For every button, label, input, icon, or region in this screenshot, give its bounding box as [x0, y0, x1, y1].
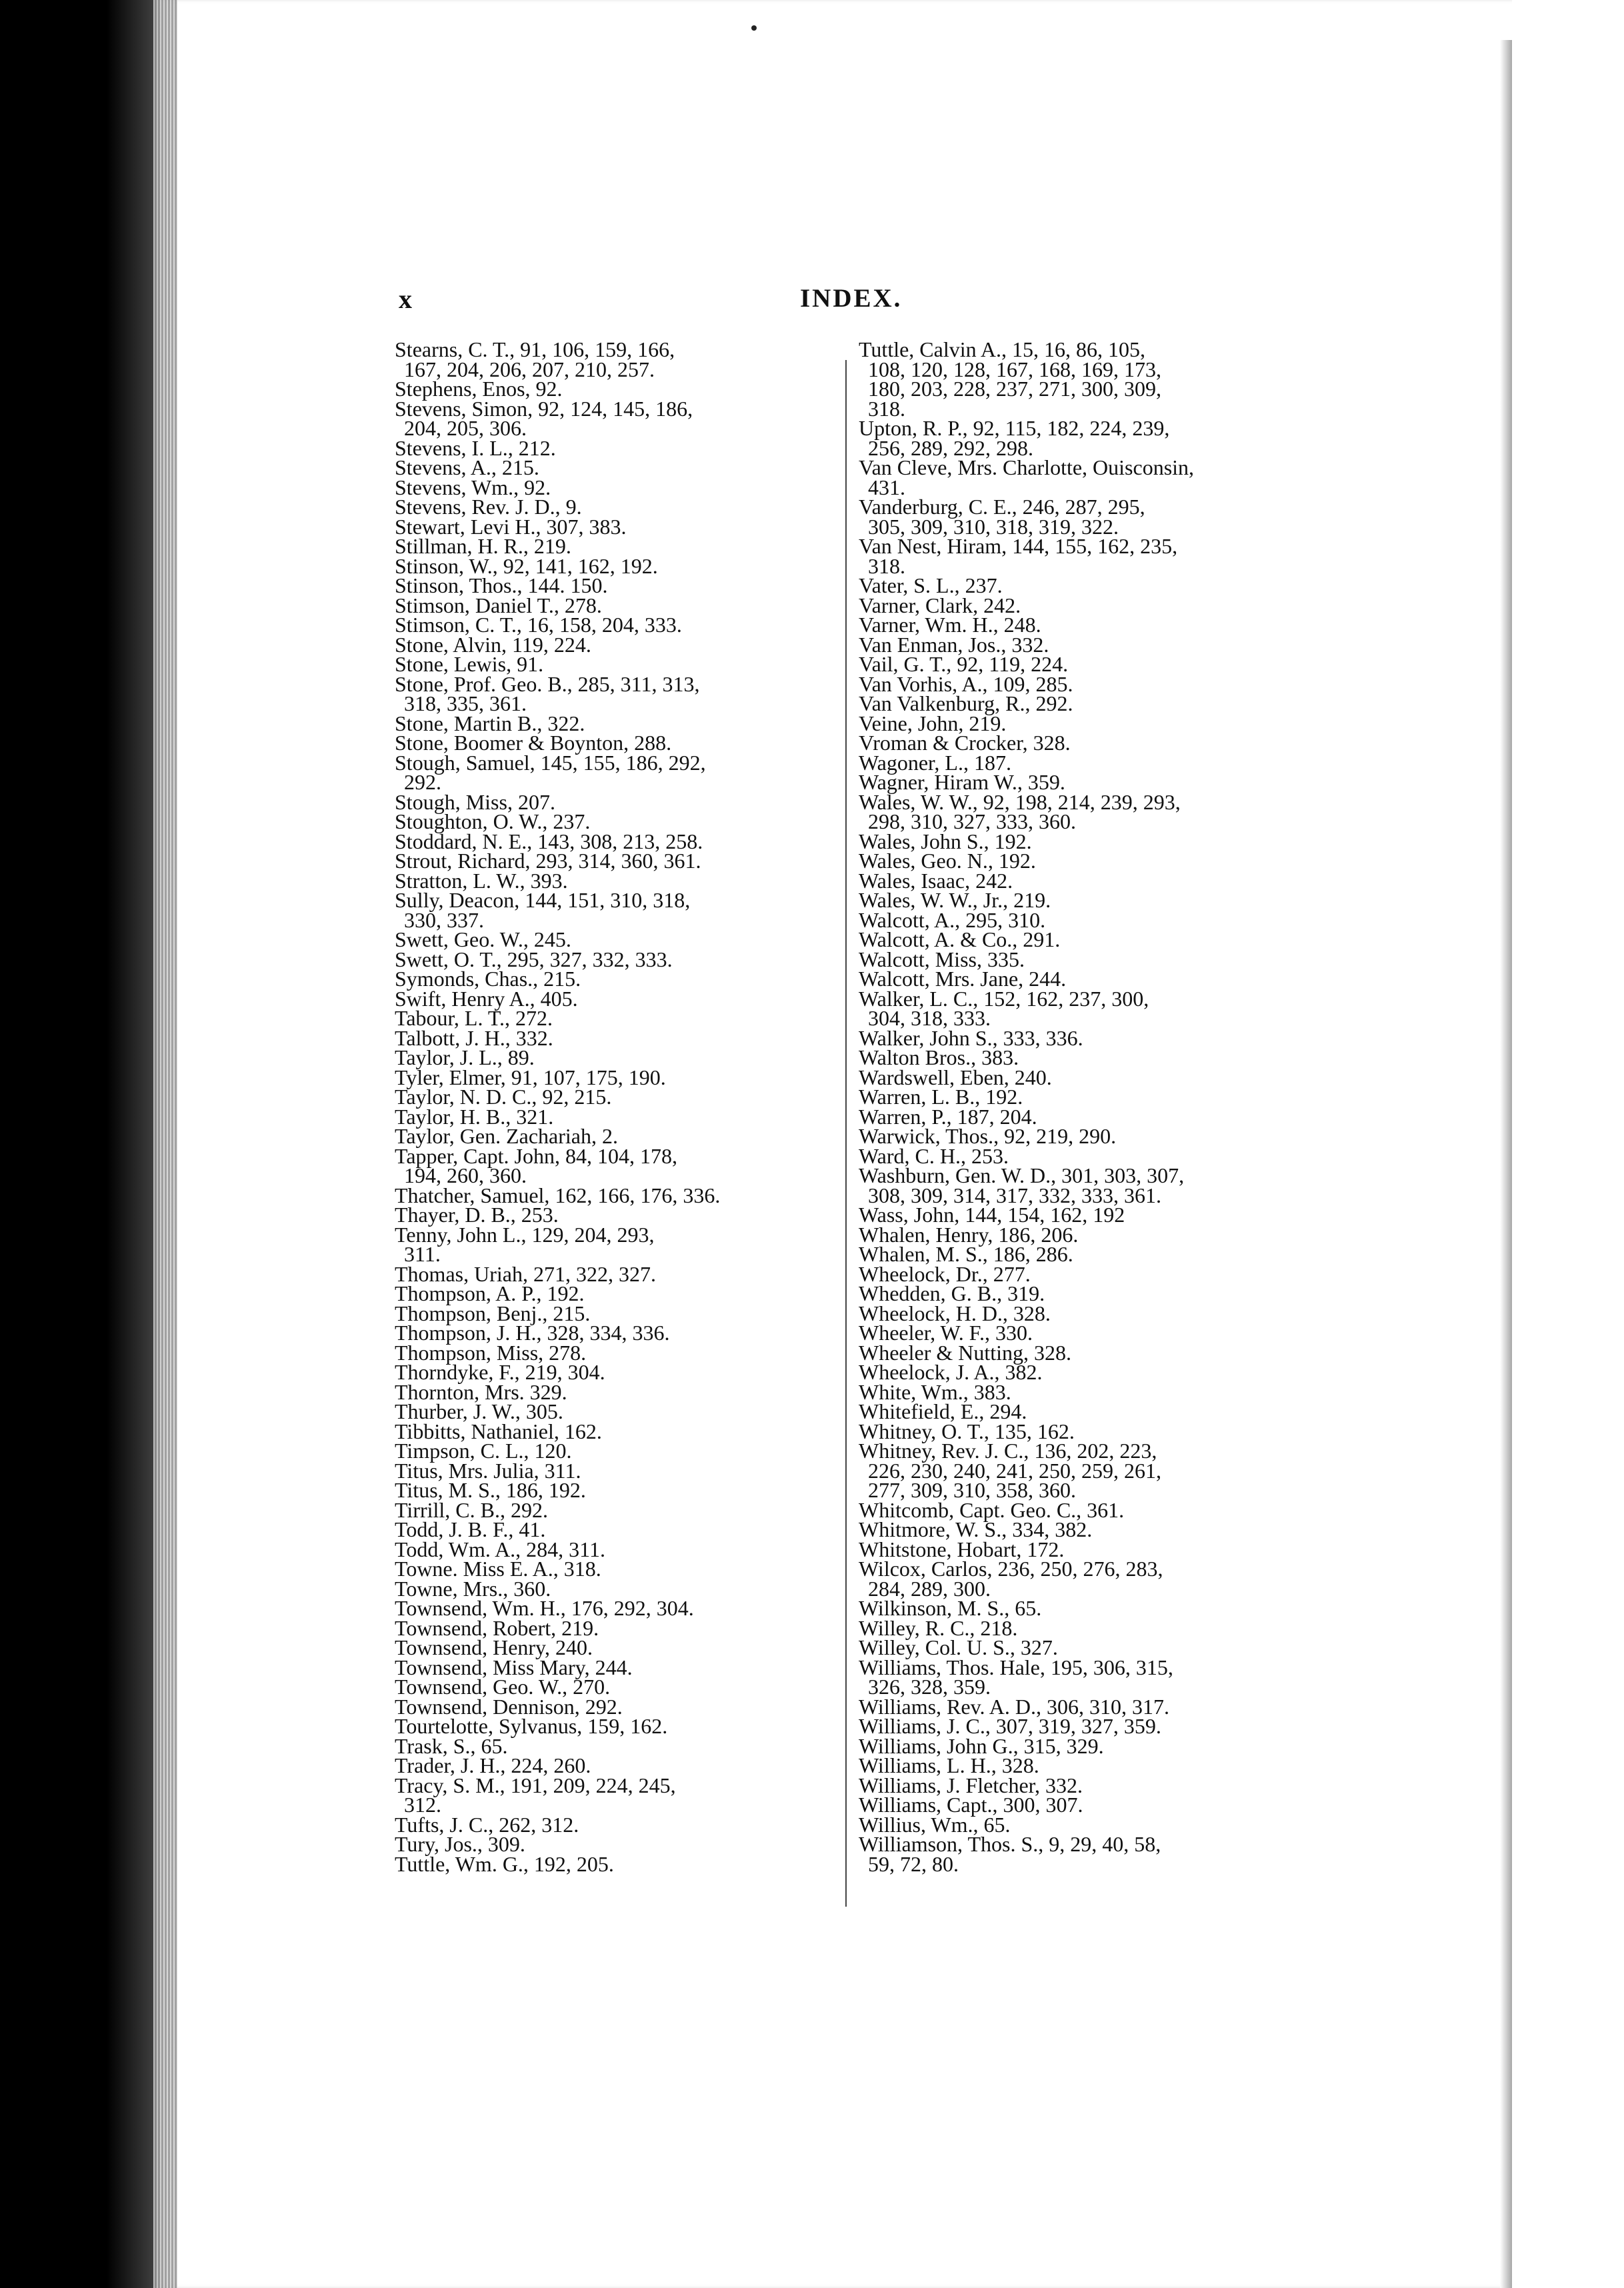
index-entry: Upton, R. P., 92, 115, 182, 224, 239, — [859, 416, 1170, 440]
index-column-left — [395, 337, 848, 1876]
index-entry: Walton Bros., 383. — [859, 1045, 1019, 1069]
index-entry: 305, 309, 310, 318, 319, 322. — [868, 514, 1119, 539]
index-entry: Townsend, Wm. H., 176, 292, 304. — [395, 1596, 694, 1620]
index-entry: 180, 203, 228, 237, 271, 300, 309, — [868, 377, 1161, 401]
index-entry: 330, 337. — [404, 907, 484, 932]
page-edges — [153, 0, 177, 2288]
column-divider — [845, 360, 847, 1907]
index-entry: Towne, Mrs., 360. — [395, 1576, 551, 1601]
index-entry: Tenny, John L., 129, 204, 293, — [395, 1222, 655, 1247]
index-entry: Thompson, Benj., 215. — [395, 1301, 591, 1325]
index-entry: Walcott, A., 295, 310. — [859, 907, 1046, 932]
index-entry: Sully, Deacon, 144, 151, 310, 318, — [395, 888, 691, 912]
index-entry: 292. — [404, 770, 441, 794]
index-entry: Stewart, Levi H., 307, 383. — [395, 514, 627, 539]
index-entry: Vroman & Crocker, 328. — [859, 731, 1071, 755]
index-entry: Willey, Col. U. S., 327. — [859, 1635, 1058, 1659]
index-entry: Walker, L. C., 152, 162, 237, 300, — [859, 986, 1149, 1011]
index-entry: Williams, J. C., 307, 319, 327, 359. — [859, 1714, 1161, 1738]
index-entry: Walcott, Miss, 335. — [859, 947, 1025, 971]
index-entry: Tyler, Elmer, 91, 107, 175, 190. — [395, 1065, 666, 1089]
index-entry: Van Nest, Hiram, 144, 155, 162, 235, — [859, 534, 1178, 558]
index-entry: Wardswell, Eben, 240. — [859, 1065, 1052, 1089]
index-entry: Walcott, A. & Co., 291. — [859, 927, 1061, 951]
speck — [751, 25, 757, 31]
index-entry: Willius, Wm., 65. — [859, 1812, 1011, 1837]
index-entry: Stone, Prof. Geo. B., 285, 311, 313, — [395, 671, 700, 696]
index-entry: Stevens, Simon, 92, 124, 145, 186, — [395, 396, 693, 421]
index-entry: Stone, Alvin, 119, 224. — [395, 632, 591, 657]
index-entry: Tibbitts, Nathaniel, 162. — [395, 1419, 602, 1443]
index-entry: Tirrill, C. B., 292. — [395, 1497, 548, 1522]
index-entry: Williams, Rev. A. D., 306, 310, 317. — [859, 1694, 1169, 1719]
index-entry: Wheelock, H. D., 328. — [859, 1301, 1051, 1325]
index-entry: Van Enman, Jos., 332. — [859, 632, 1049, 657]
index-entry: Stough, Miss, 207. — [395, 789, 555, 814]
index-entry: 431. — [868, 475, 905, 499]
index-entry: Townsend, Geo. W., 270. — [395, 1675, 611, 1699]
index-entry: Stinson, W., 92, 141, 162, 192. — [395, 553, 658, 578]
index-entry: Stinson, Thos., 144. 150. — [395, 573, 608, 597]
index-entry: Van Vorhis, A., 109, 285. — [859, 671, 1073, 696]
index-entry: Townsend, Dennison, 292. — [395, 1694, 623, 1719]
index-entry: Vater, S. L., 237. — [859, 573, 1003, 597]
index-entry: 204, 205, 306. — [404, 416, 527, 440]
page-title: INDEX. — [800, 284, 903, 313]
index-entry: Stone, Lewis, 91. — [395, 652, 544, 676]
index-entry: 311. — [404, 1242, 441, 1266]
index-entry: Van Cleve, Mrs. Charlotte, Ouisconsin, — [859, 455, 1195, 479]
index-entry: Whitney, Rev. J. C., 136, 202, 223, — [859, 1439, 1157, 1463]
index-entry: Thomas, Uriah, 271, 322, 327. — [395, 1261, 656, 1286]
index-entry: Williams, J. Fletcher, 332. — [859, 1773, 1083, 1797]
index-entry: Wheelock, J. A., 382. — [859, 1360, 1043, 1384]
index-column-right — [859, 337, 1312, 1876]
index-entry: Thompson, A. P., 192. — [395, 1281, 585, 1305]
index-entry: Wass, John, 144, 154, 162, 192 — [859, 1203, 1125, 1227]
index-entry: Warren, P., 187, 204. — [859, 1104, 1037, 1129]
index-entry: Taylor, H. B., 321. — [395, 1104, 554, 1129]
index-entry: Titus, M. S., 186, 192. — [395, 1478, 586, 1502]
index-entry: Todd, J. B. F., 41. — [395, 1517, 546, 1541]
index-entry: Whitney, O. T., 135, 162. — [859, 1419, 1075, 1443]
index-entry: 304, 318, 333. — [868, 1006, 991, 1030]
index-entry: 318, 335, 361. — [404, 691, 527, 715]
index-entry: Washburn, Gen. W. D., 301, 303, 307, — [859, 1163, 1185, 1187]
index-entry: Thayer, D. B., 253. — [395, 1203, 559, 1227]
index-entry: Todd, Wm. A., 284, 311. — [395, 1537, 605, 1561]
index-entry: Stimson, Daniel T., 278. — [395, 593, 602, 617]
index-entry: Strout, Richard, 293, 314, 360, 361. — [395, 849, 701, 873]
index-entry: Williams, Capt., 300, 307. — [859, 1793, 1083, 1817]
index-entry: Taylor, N. D. C., 92, 215. — [395, 1085, 612, 1109]
index-entry: Stevens, Rev. J. D., 9. — [395, 495, 582, 519]
index-entry: Williams, John G., 315, 329. — [859, 1733, 1104, 1758]
index-entry: Titus, Mrs. Julia, 311. — [395, 1458, 581, 1483]
index-entry: 318. — [868, 553, 905, 578]
index-entry: Townsend, Miss Mary, 244. — [395, 1655, 633, 1679]
index-entry: Wales, Isaac, 242. — [859, 868, 1013, 893]
index-entry: Thompson, Miss, 278. — [395, 1340, 587, 1365]
index-entry: Vail, G. T., 92, 119, 224. — [859, 652, 1069, 676]
page-number: x — [399, 284, 412, 314]
index-entry: 256, 289, 292, 298. — [868, 435, 1033, 460]
index-entry: 277, 309, 310, 358, 360. — [868, 1478, 1076, 1502]
index-entry: Tuttle, Calvin A., 15, 16, 86, 105, — [859, 337, 1145, 361]
index-entry: Williamson, Thos. S., 9, 29, 40, 58, — [859, 1832, 1161, 1856]
index-entry: Wagoner, L., 187. — [859, 750, 1011, 775]
index-entry: Stevens, Wm., 92. — [395, 475, 551, 499]
index-entry: Townsend, Robert, 219. — [395, 1615, 599, 1640]
index-entry: Timpson, C. L., 120. — [395, 1439, 572, 1463]
index-entry: Taylor, J. L., 89. — [395, 1045, 535, 1069]
index-entry: Stevens, I. L., 212. — [395, 435, 556, 460]
index-entry: Thornton, Mrs. 329. — [395, 1379, 567, 1404]
index-entry: Stearns, C. T., 91, 106, 159, 166, — [395, 337, 675, 361]
index-entry: Wales, W. W., 92, 198, 214, 239, 293, — [859, 789, 1181, 814]
index-entry: Walcott, Mrs. Jane, 244. — [859, 967, 1067, 991]
index-entry: Trader, J. H., 224, 260. — [395, 1753, 591, 1777]
index-entry: White, Wm., 383. — [859, 1379, 1011, 1404]
index-entry: Swett, O. T., 295, 327, 332, 333. — [395, 947, 673, 971]
index-entry: Thompson, J. H., 328, 334, 336. — [395, 1321, 670, 1345]
index-entry: Wheeler, W. F., 330. — [859, 1321, 1033, 1345]
index-entry: Thorndyke, F., 219, 304. — [395, 1360, 605, 1384]
index-entry: Wales, W. W., Jr., 219. — [859, 888, 1051, 912]
index-entry: Swift, Henry A., 405. — [395, 986, 578, 1011]
index-entry: Thurber, J. W., 305. — [395, 1399, 563, 1423]
index-entry: Whitstone, Hobart, 172. — [859, 1537, 1065, 1561]
index-entry: 167, 204, 206, 207, 210, 257. — [404, 357, 655, 381]
index-entry: Williams, Thos. Hale, 195, 306, 315, — [859, 1655, 1173, 1679]
index-entry: Wilcox, Carlos, 236, 250, 276, 283, — [859, 1557, 1163, 1581]
index-entry: 226, 230, 240, 241, 250, 259, 261, — [868, 1458, 1161, 1483]
index-entry: Whedden, G. B., 319. — [859, 1281, 1045, 1305]
index-entry: 318. — [868, 396, 905, 421]
index-entry: Wagner, Hiram W., 359. — [859, 770, 1065, 794]
index-entry: Whitmore, W. S., 334, 382. — [859, 1517, 1093, 1541]
index-entry: Veine, John, 219. — [859, 711, 1007, 735]
index-entry: Walker, John S., 333, 336. — [859, 1025, 1083, 1050]
index-entry: Stevens, A., 215. — [395, 455, 539, 479]
index-entry: Whalen, Henry, 186, 206. — [859, 1222, 1079, 1247]
index-entry: Stephens, Enos, 92. — [395, 377, 563, 401]
index-entry: Taylor, Gen. Zachariah, 2. — [395, 1124, 618, 1148]
index-entry: Van Valkenburg, R., 292. — [859, 691, 1073, 715]
index-entry: Wheelock, Dr., 277. — [859, 1261, 1031, 1286]
index-entry: Vanderburg, C. E., 246, 287, 295, — [859, 495, 1145, 519]
index-entry: Willey, R. C., 218. — [859, 1615, 1018, 1640]
index-entry: Stillman, H. R., 219. — [395, 534, 571, 558]
index-entry: Whitcomb, Capt. Geo. C., 361. — [859, 1497, 1125, 1522]
index-entry: Stone, Martin B., 322. — [395, 711, 585, 735]
index-entry: Wales, John S., 192. — [859, 829, 1032, 853]
index-entry: Stoddard, N. E., 143, 308, 213, 258. — [395, 829, 703, 853]
index-entry: Tracy, S. M., 191, 209, 224, 245, — [395, 1773, 676, 1797]
index-entry: Thatcher, Samuel, 162, 166, 176, 336. — [395, 1183, 721, 1207]
index-entry: 284, 289, 300. — [868, 1576, 991, 1601]
index-entry: Symonds, Chas., 215. — [395, 967, 581, 991]
index-entry: Warren, L. B., 192. — [859, 1085, 1023, 1109]
index-entry: 108, 120, 128, 167, 168, 169, 173, — [868, 357, 1161, 381]
index-entry: Townsend, Henry, 240. — [395, 1635, 593, 1659]
index-entry: Whalen, M. S., 186, 286. — [859, 1242, 1073, 1266]
index-entry: 308, 309, 314, 317, 332, 333, 361. — [868, 1183, 1161, 1207]
index-entry: 194, 260, 360. — [404, 1163, 527, 1187]
index-entry: Tury, Jos., 309. — [395, 1832, 525, 1856]
index-entry: Warwick, Thos., 92, 219, 290. — [859, 1124, 1117, 1148]
index-entry: Tufts, J. C., 262, 312. — [395, 1812, 579, 1837]
index-entry: Stimson, C. T., 16, 158, 204, 333. — [395, 613, 682, 637]
index-entry: 59, 72, 80. — [868, 1851, 959, 1876]
index-entry: 312. — [404, 1793, 441, 1817]
index-entry: Varner, Clark, 242. — [859, 593, 1021, 617]
index-entry: Tabour, L. T., 272. — [395, 1006, 553, 1030]
index-entry: Stoughton, O. W., 237. — [395, 809, 591, 833]
index-entry: Ward, C. H., 253. — [859, 1143, 1009, 1168]
index-entry: Tourtelotte, Sylvanus, 159, 162. — [395, 1714, 668, 1738]
index-entry: Wilkinson, M. S., 65. — [859, 1596, 1042, 1620]
index-entry: Wales, Geo. N., 192. — [859, 849, 1036, 873]
index-entry: Wheeler & Nutting, 328. — [859, 1340, 1072, 1365]
facing-page — [1512, 0, 1624, 2288]
index-entry: Trask, S., 65. — [395, 1733, 508, 1758]
index-entry: Varner, Wm. H., 248. — [859, 613, 1041, 637]
index-entry: Swett, Geo. W., 245. — [395, 927, 571, 951]
index-entry: Talbott, J. H., 332. — [395, 1025, 553, 1050]
index-entry: Williams, L. H., 328. — [859, 1753, 1039, 1777]
index-entry: Stone, Boomer & Boynton, 288. — [395, 731, 672, 755]
index-entry: 298, 310, 327, 333, 360. — [868, 809, 1076, 833]
index-entry: Tapper, Capt. John, 84, 104, 178, — [395, 1143, 677, 1168]
index-entry: Tuttle, Wm. G., 192, 205. — [395, 1851, 614, 1876]
index-entry: Whitefield, E., 294. — [859, 1399, 1027, 1423]
index-entry: Stratton, L. W., 393. — [395, 868, 568, 893]
index-entry: Stough, Samuel, 145, 155, 186, 292, — [395, 750, 706, 775]
index-entry: 326, 328, 359. — [868, 1675, 991, 1699]
index-entry: Towne. Miss E. A., 318. — [395, 1557, 601, 1581]
